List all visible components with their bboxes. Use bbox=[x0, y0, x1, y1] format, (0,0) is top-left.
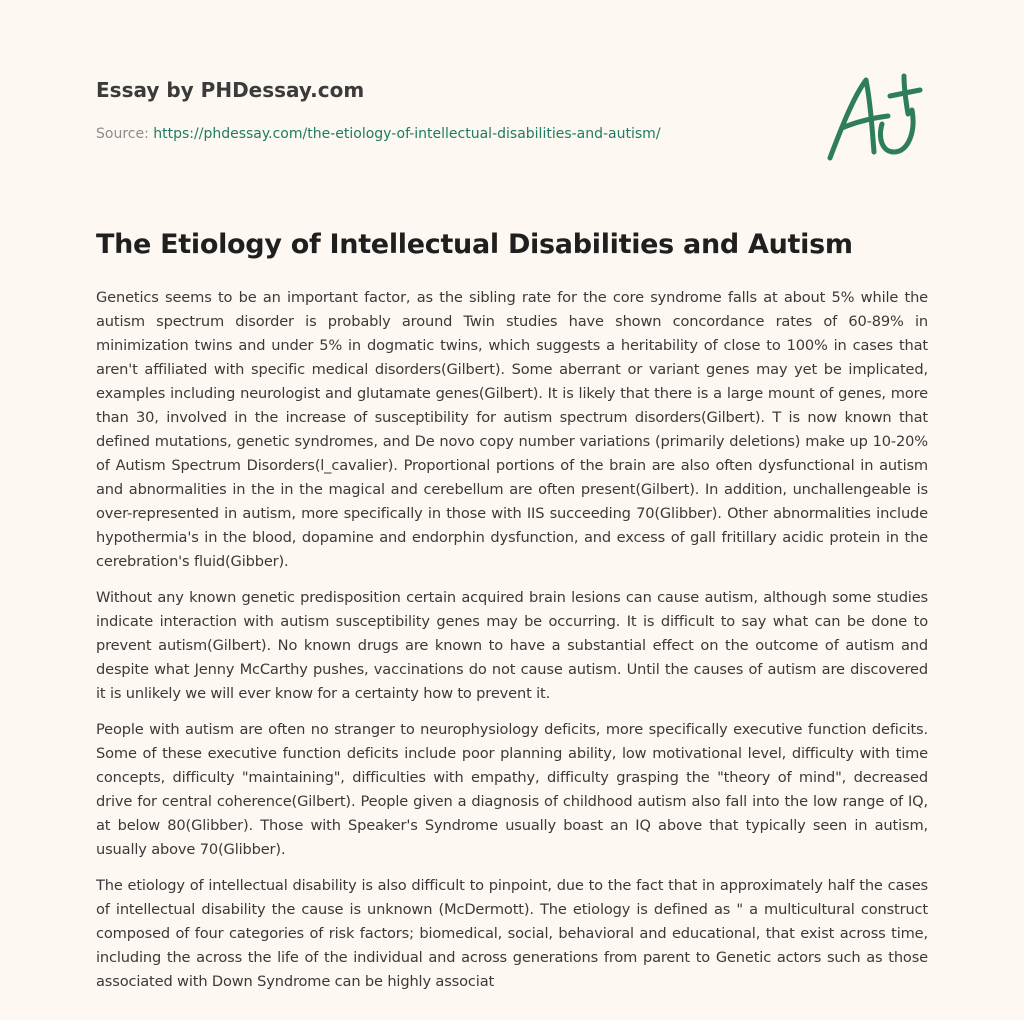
article-title: The Etiology of Intellectual Disabilities and Autism bbox=[96, 229, 853, 260]
paragraph: People with autism are often no stranger to neurophysiology deficits, more specifically executive function deficits. Some of these executive function deficits include poor planning ability, low motivational level, difficulty with time concepts, difficulty "maintaining", difficulties with empathy, difficulty grasping the "theory of mind", decreased drive for central coherence(Gilbert). People given a diagnosis of childhood autism also fall into the low range of IQ, at below 80(Glibber). Those with Speaker's Syndrome usually boast an IQ above that typically seen in autism, usually above 70(Glibber). bbox=[96, 721, 928, 858]
source-label: Source: bbox=[96, 126, 154, 142]
site-header bbox=[96, 76, 816, 144]
site-brand: Essay by PHDessay.com bbox=[96, 78, 365, 102]
paragraph: Genetics seems to be an important factor, as the sibling rate for the core syndrome falls at about 5% while the autism spectrum disorder is probably around Twin studies have shown concordance rates of 60-89% in minimization twins and under 5% in dogmatic twins, which suggests a heritability of close to 100% in cases that aren't affiliated with specific medical disorders(Gilbert). Some aberrant or variant genes may yet be implicated, examples including neurologist and glutamate genes(Gilbert). It is likely that there is a large mount of genes, more than 30, involved in the increase of susceptibility for autism spectrum disorders(Gilbert). T is now known that defined mutations, genetic syndromes, and De novo copy number variations (primarily deletions) make up 10-20% of Autism Spectrum Disorders(l_cavalier). Proportional portions of the brain are also often dysfunctional in autism and abnormalities in the in the magical and cerebellum are often present(Gilbert). In addition, unchallengeable is over-represented in autism, more specifically in those with IIS succeeding 70(Glibber). Other abnormalities include hypothermia's in the blood, dopamine and endorphin dysfunction, and excess of gall fritillary acidic protein in the cerebration's fluid(Gibber). bbox=[96, 289, 928, 570]
a-plus-grade-icon bbox=[820, 66, 930, 166]
paragraph: The etiology of intellectual disability is also difficult to pinpoint, due to the fact that in approximately half the cases of intellectual disability the cause is unknown (McDermott). The etiology is defined as " a multicultural construct composed of four categories of risk factors; biomedical, social, behavioral and educational, that exist across time, including the across the life of the individual and across generations from parent to Genetic actors such as those associated with Down Syndrome can be highly associat bbox=[96, 877, 928, 990]
source-link[interactable]: https://phdessay.com/the-etiology-of-intellectual-disabilities-and-autism/ bbox=[153, 126, 661, 142]
paragraph: Without any known genetic predisposition certain acquired brain lesions can cause autism, although some studies indicate interaction with autism susceptibility genes may be occurring. It is difficult to say what can be done to prevent autism(Gilbert). No known drugs are known to have a substantial effect on the outcome of autism and despite what Jenny McCarthy pushes, vaccinations do not cause autism. Until the causes of autism are discovered it is unlikely we will ever know for a certainty how to prevent it. bbox=[96, 589, 928, 702]
source-line bbox=[96, 124, 816, 144]
article-body bbox=[96, 286, 928, 1006]
